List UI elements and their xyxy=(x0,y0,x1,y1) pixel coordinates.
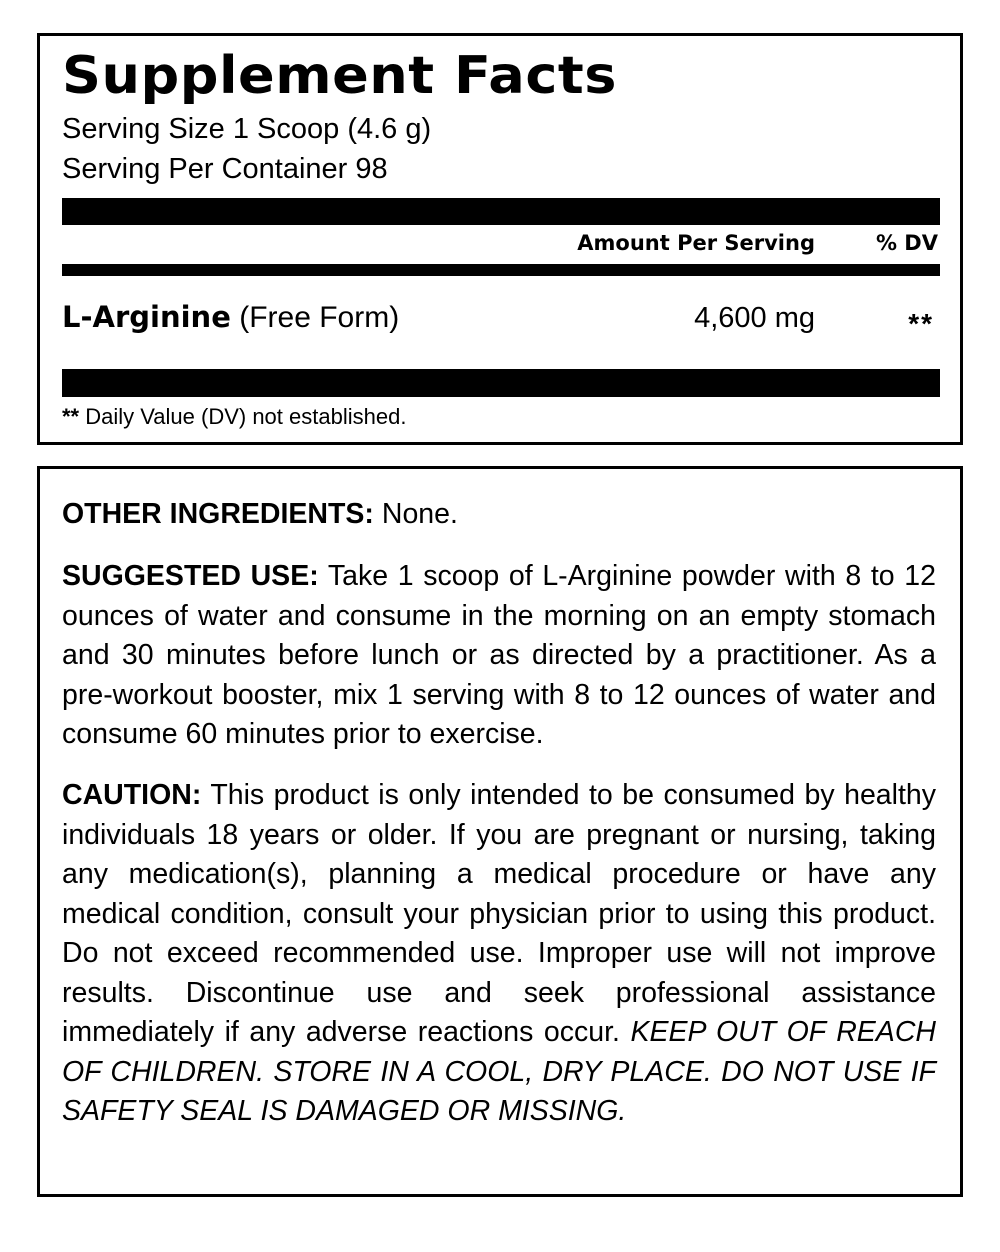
servings-per-container: Serving Per Container 98 xyxy=(62,153,388,185)
divider-thick xyxy=(62,198,940,225)
suggested-use xyxy=(62,557,936,755)
caution xyxy=(62,776,936,1132)
other-ingredients xyxy=(62,495,936,535)
supplement-facts-panel xyxy=(37,33,963,445)
divider-medium xyxy=(62,264,940,276)
serving-size: Serving Size 1 Scoop (4.6 g) xyxy=(62,113,432,145)
ingredient-amount: 4,600 mg xyxy=(694,302,815,334)
footnote-mark: ** xyxy=(62,404,80,429)
footnote-text: Daily Value (DV) not established. xyxy=(79,404,407,429)
ingredient-dv: ** xyxy=(908,308,934,339)
other-ingredients-text: None. xyxy=(373,498,458,530)
caution-text: This product is only intended to be consumed by healthy individuals 18 years or older. If you are pregnant or nursing, taking any medication(s), planning a medical procedure or have any medical condition, consult your physician prior to using this product. Do not exceed recommended use. Improper use will not improve results. Discontinue use and seek professional assistance immediately if any adverse reactions occur. xyxy=(62,779,936,1048)
ingredient-name xyxy=(62,300,399,335)
storage-warning: KEEP OUT OF REACH OF CHILDREN. STORE IN A COOL, DRY PLACE. DO NOT USE IF SAFETY SEAL IS DAMAGED OR MISSING. xyxy=(62,1016,936,1127)
dv-header: % DV xyxy=(875,231,938,255)
usage-info-panel xyxy=(37,466,963,1197)
suggested-use-label: SUGGESTED USE: xyxy=(62,560,319,592)
caution-label: CAUTION: xyxy=(62,779,202,811)
panel-title: Supplement Facts xyxy=(62,46,617,106)
footnote xyxy=(62,404,406,430)
other-ingredients-label: OTHER INGREDIENTS: xyxy=(62,498,374,530)
ingredient-form: (Free Form) xyxy=(230,301,400,334)
ingredient-label: L-Arginine xyxy=(62,300,231,334)
suggested-use-text: Take 1 scoop of L-Arginine powder with 8 to 12 ounces of water and consume in the morning on an empty stomach and 30 minutes before lunch or as directed by a practitioner. As a pre-workout booster, mix 1 serving with 8 to 12 ounces of water and consume 60 minutes prior to exercise. xyxy=(62,560,936,750)
divider-thick-bottom xyxy=(62,369,940,397)
amount-header: Amount Per Serving xyxy=(577,231,815,255)
